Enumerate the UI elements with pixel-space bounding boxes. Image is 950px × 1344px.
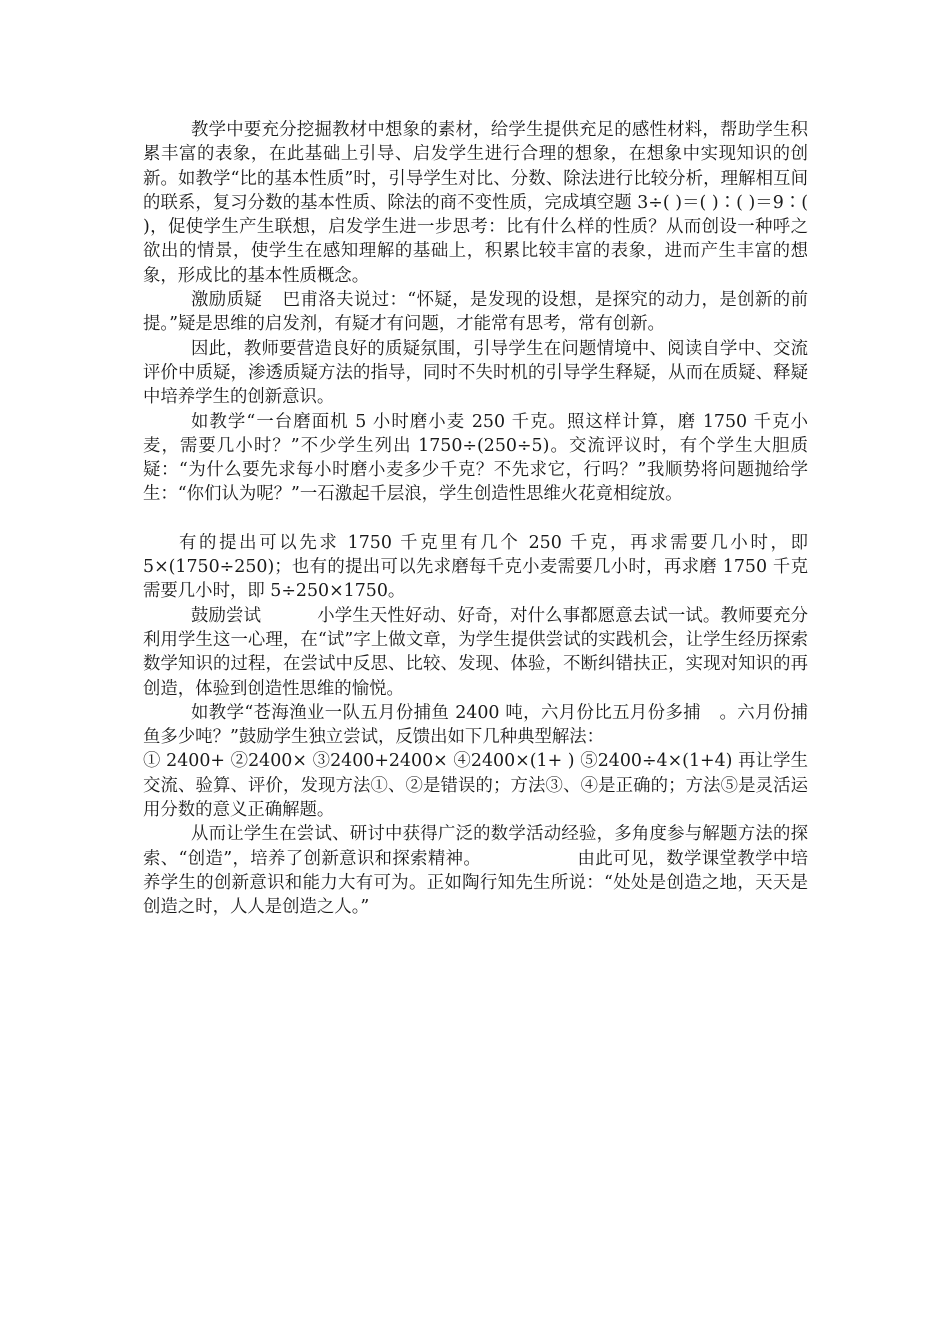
paragraph-questioning <box>143 288 808 337</box>
conclusion-part-2: 由此可见，数学课堂教学中培养学生的创新意识和能力大有可为。正如陶行知先生所说：“处处是创造之地，天天是创造之时，人人是创造之人。” <box>143 848 808 918</box>
paragraph-conclusion <box>143 822 808 919</box>
paragraph-solution-methods: ① 2400+ ②2400× ③2400+2400× ④2400×(1+ ) ⑤2400÷4×(1+4) 再让学生交流、验算、评价，发现方法①、②是错误的；方法③、④是正确的；方法⑤是灵活运用分数的意义正确解题。 <box>143 751 808 821</box>
section-body-questioning: 巴甫洛夫说过：“怀疑，是发现的设想，是探究的动力，是创新的前提。”疑是思维的启发剂，有疑才有问题，才能常有思考，常有创新。 <box>143 290 808 335</box>
paragraph-mill-example: 如教学“一台磨面机 5 小时磨小麦 250 千克。照这样计算，磨 1750 千克小麦，需要几小时？”不少学生列出 1750÷(250÷5)。交流评议时，有个学生大胆质疑：“为什么要先求每小时磨小麦多少千克？不先求它，行吗？”我顺势将问题抛给学生：“你们认为呢？”一石激起千层浪，学生创造性思维火花竟相绽放。 <box>143 411 808 505</box>
section-heading-questioning: 激励质疑 <box>191 290 263 311</box>
fishing-problem-part-1: 如教学“苍海渔业一队五月份捕鱼 2400 吨，六月份比五月份多捕 <box>191 702 702 723</box>
paragraph-trying <box>143 604 808 701</box>
section-heading-trying: 鼓励尝试 <box>191 605 262 626</box>
paragraph-atmosphere: 因此，教师要营造良好的质疑氛围，引导学生在问题情境中、阅读自学中、交流评价中质疑，渗透质疑方法的指导，同时不失时机的引导学生释疑，从而在质疑、释疑中培养学生的创新意识。 <box>143 338 808 408</box>
fishing-problem-part-2: 。六月份捕鱼多少吨？”鼓励学生独立尝试，反馈出如下几种典型解法： <box>143 702 808 748</box>
document-body <box>143 118 808 920</box>
paragraph-imagination: 教学中要充分挖掘教材中想象的素材，给学生提供充足的感性材料，帮助学生积累丰富的表象，在此基础上引导、启发学生进行合理的想象，在想象中实现知识的创新。如教学“比的基本性质”时，引导学生对比、分数、除法进行比较分析，理解相互间的联系，复习分数的基本性质、除法的商不变性质，完成填空题 3÷( )＝( )∶( )＝9∶( )，促使学生产生联想，启发学生进一步思考：比有什么样的性质？从而创设一种呼之欲出的情景，使学生在感知理解的基础上，积累比较丰富的表象，进而产生丰富的想象，形成比的基本性质概念。 <box>143 120 808 286</box>
section-body-trying: 小学生天性好动、好奇，对什么事都愿意去试一试。教师要充分利用学生这一心理，在“试”字上做文章，为学生提供尝试的实践机会，让学生经历探索数学知识的过程，在尝试中反思、比较、发现、体验，不断纠错扶正，实现对知识的再创造，体验到创造性思维的愉悦。 <box>143 605 808 699</box>
conclusion-part-1: 从而让学生在尝试、研讨中获得广泛的数学活动经验，多角度参与解题方法的探索、“创造”，培养了创新意识和探索精神。 <box>143 824 808 869</box>
paragraph-student-solutions: 有的提出可以先求 1750 千克里有几个 250 千克，再求需要几小时，即 5×(1750÷250)；也有的提出可以先求磨每千克小麦需要几小时，再求磨 1750 千克需要几小时，即 5÷250×1750。 <box>143 532 808 602</box>
paragraph-fishing-example <box>143 701 808 750</box>
blank-line <box>143 507 808 531</box>
